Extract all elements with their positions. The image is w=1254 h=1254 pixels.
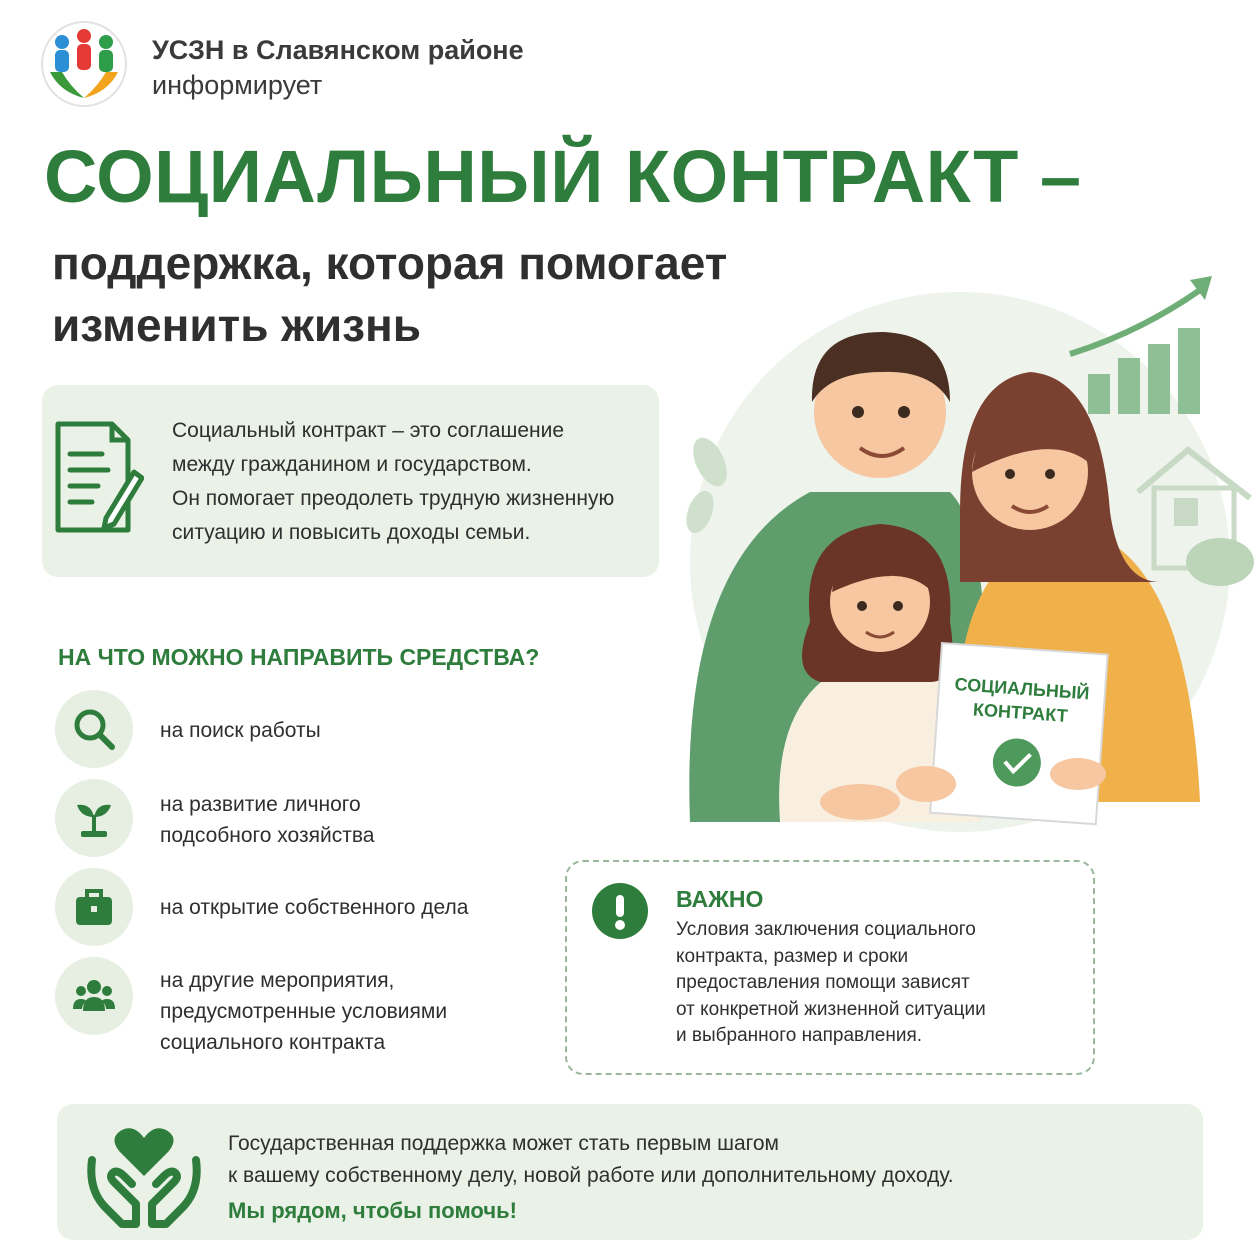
important-text: Условия заключения социального контракта, размер и сроки предоставления помощи зависят от конкретной жизненной ситуации и выбранного направления. <box>676 919 986 1046</box>
document-label-line2: КОНТРАКТ <box>972 699 1069 726</box>
page-title: СОЦИАЛЬНЫЙ КОНТРАКТ – <box>44 135 1082 218</box>
organization-name: УСЗН в Славянском районе <box>152 35 524 65</box>
direction-item-household: на развитие личного подсобного хозяйства <box>160 793 375 847</box>
important-title: ВАЖНО <box>676 886 764 912</box>
document-label-line1: СОЦИАЛЬНЫЙ <box>954 674 1091 704</box>
footer-slogan: Мы рядом, чтобы помочь! <box>228 1198 517 1223</box>
sprout-icon <box>55 779 133 857</box>
direction-item-job-search: на поиск работы <box>160 719 321 742</box>
people-icon <box>55 957 133 1035</box>
page-subtitle: поддержка, которая помогает изменить жизнь <box>52 237 728 351</box>
direction-item-own-business: на открытие собственного дела <box>160 896 469 919</box>
organization-subtitle: информирует <box>152 70 323 100</box>
family-illustration <box>660 262 1254 834</box>
exclamation-icon <box>592 883 648 939</box>
footer-text: Государственная поддержка может стать первым шагом к вашему собственному делу, новой работе или дополнительному доходу. <box>228 1132 954 1187</box>
direction-item-other-activities: на другие мероприятия, предусмотренные условиями социального контракта <box>160 969 448 1054</box>
definition-text: Социальный контракт – это соглашение между гражданином и государством. Он помогает преодолеть трудную жизненную ситуацию и повысить доходы семьи. <box>172 419 615 544</box>
document-pen-icon <box>52 418 144 538</box>
briefcase-icon <box>55 868 133 946</box>
directions-heading: НА ЧТО МОЖНО НАПРАВИТЬ СРЕДСТВА? <box>58 644 540 670</box>
organization-logo <box>40 20 128 108</box>
hands-heart-icon <box>84 1120 204 1228</box>
search-icon <box>55 690 133 768</box>
